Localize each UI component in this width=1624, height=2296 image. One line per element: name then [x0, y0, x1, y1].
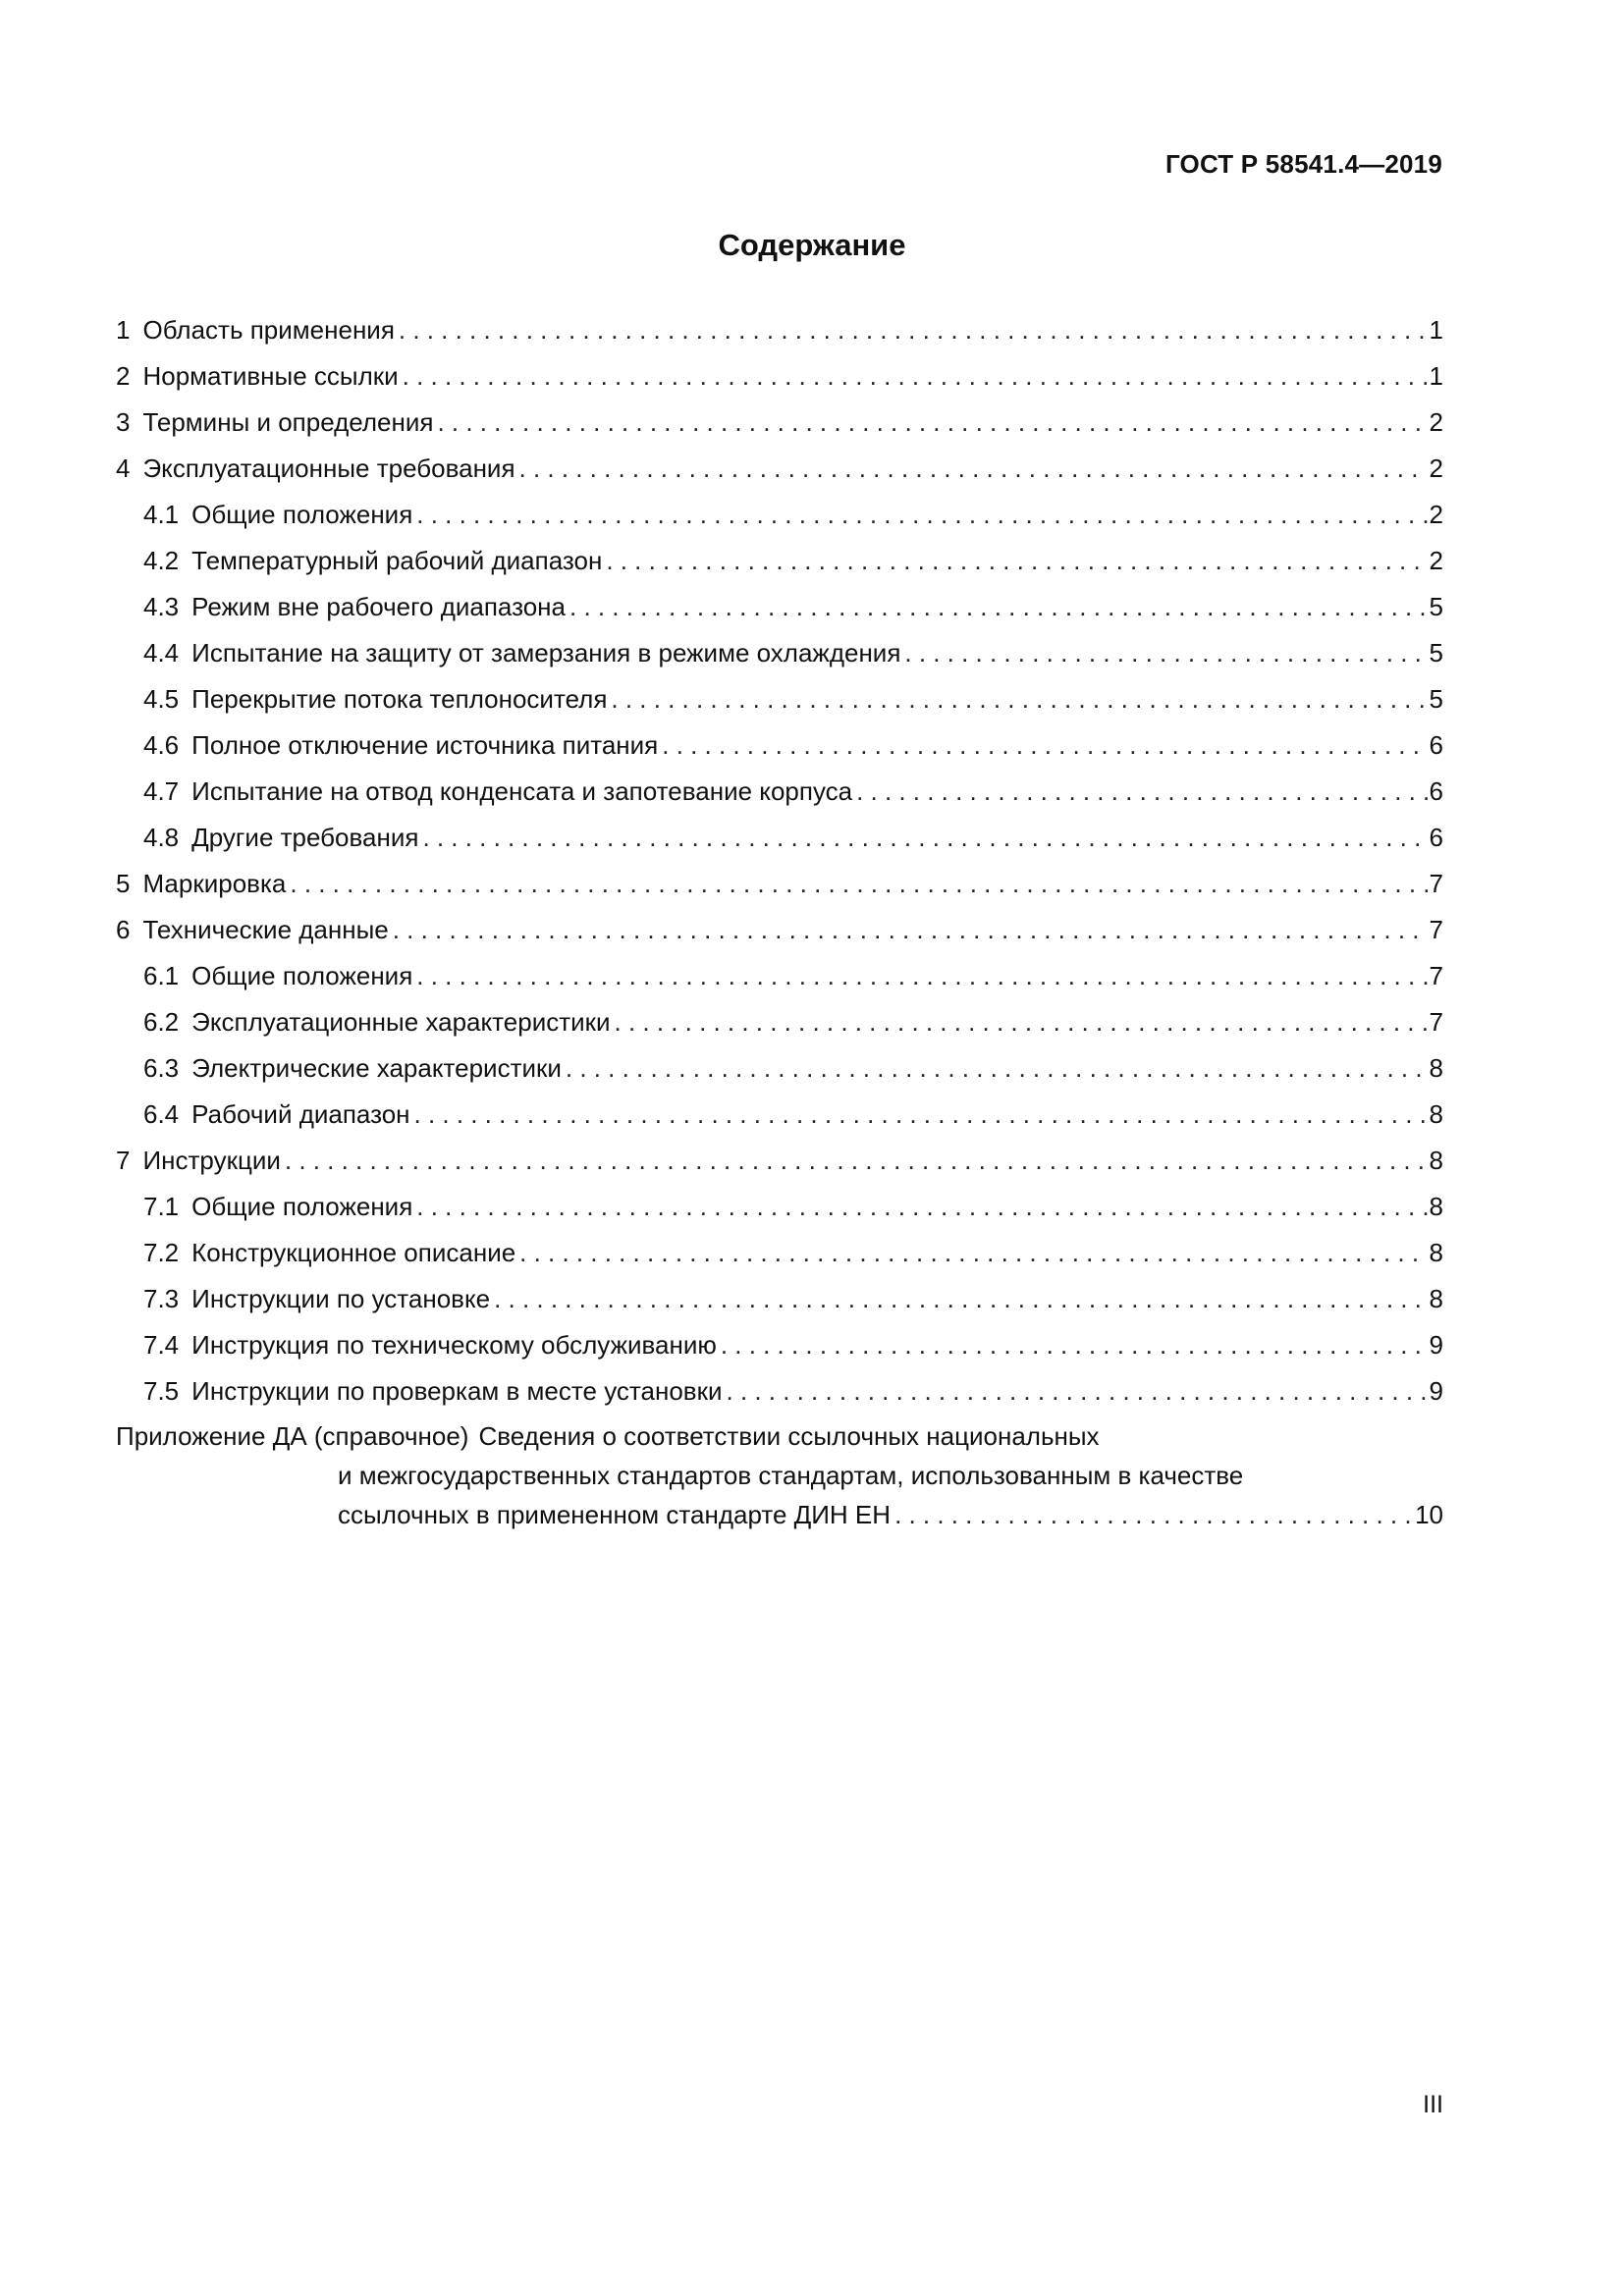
- dot-leader: [393, 907, 1428, 953]
- toc-item-7-2[interactable]: [116, 1230, 1443, 1276]
- toc-number: 5: [116, 869, 131, 898]
- toc-item-4-5[interactable]: [116, 676, 1443, 722]
- toc-number: 3: [116, 407, 131, 437]
- toc-item-4-8[interactable]: [116, 815, 1443, 861]
- toc-appendix[interactable]: [116, 1416, 1443, 1534]
- dot-leader: [569, 584, 1428, 630]
- toc-page: 9: [1429, 1376, 1443, 1406]
- toc-label: Общие положения: [191, 1192, 413, 1221]
- dot-leader: [904, 630, 1427, 676]
- toc-number: 4.1: [143, 500, 180, 529]
- dot-leader: [494, 1276, 1427, 1322]
- toc-item-1[interactable]: [116, 307, 1443, 353]
- toc-label: Температурный рабочий диапазон: [191, 546, 603, 575]
- appendix-title-line-1: Сведения о соответствии ссылочных национальных: [478, 1421, 1100, 1451]
- dot-leader: [519, 446, 1428, 492]
- toc-item-4-3[interactable]: [116, 584, 1443, 630]
- toc-number: 4.5: [143, 684, 180, 714]
- toc-page: 5: [1429, 638, 1443, 667]
- toc-number: 4.2: [143, 546, 180, 575]
- toc-page: 6: [1429, 823, 1443, 852]
- toc-number: 7.4: [143, 1330, 180, 1360]
- toc-page: 8: [1429, 1099, 1443, 1129]
- toc-item-4-4[interactable]: [116, 630, 1443, 676]
- appendix-title-line-3: ссылочных в примененном стандарте ДИН ЕН: [338, 1500, 892, 1529]
- dot-leader: [615, 999, 1428, 1045]
- toc-number: 7.1: [143, 1192, 180, 1221]
- toc-page: 8: [1429, 1192, 1443, 1221]
- toc-label: Режим вне рабочего диапазона: [191, 592, 567, 621]
- toc-number: 4.4: [143, 638, 180, 667]
- toc-page: 2: [1429, 454, 1443, 483]
- dot-leader: [414, 1092, 1428, 1138]
- dot-leader: [422, 815, 1427, 861]
- toc-item-4[interactable]: [116, 446, 1443, 492]
- toc-page: 1: [1429, 361, 1443, 391]
- toc-page: 7: [1429, 869, 1443, 898]
- toc-item-7-3[interactable]: [116, 1276, 1443, 1322]
- toc-number: 6: [116, 915, 131, 944]
- toc-label: Общие положения: [191, 500, 413, 529]
- page-number: III: [1423, 2091, 1443, 2118]
- dot-leader: [519, 1230, 1427, 1276]
- toc-item-6-4[interactable]: [116, 1092, 1443, 1138]
- appendix-last-line: [116, 1495, 1443, 1534]
- toc-page: 8: [1429, 1146, 1443, 1175]
- document-code: ГОСТ Р 58541.4—2019: [1164, 149, 1442, 179]
- dot-leader: [285, 1138, 1428, 1184]
- toc-item-3[interactable]: [116, 400, 1443, 446]
- toc-item-6[interactable]: [116, 907, 1443, 953]
- toc-number: 4.8: [143, 823, 180, 852]
- toc-item-4-6[interactable]: [116, 722, 1443, 769]
- toc-item-4-2[interactable]: [116, 538, 1443, 584]
- toc-item-5[interactable]: [116, 861, 1443, 907]
- toc-page: 8: [1429, 1238, 1443, 1267]
- dot-leader: [894, 1495, 1413, 1534]
- toc-item-6-2[interactable]: [116, 999, 1443, 1045]
- dot-leader: [403, 353, 1428, 400]
- page-title: Содержание: [718, 228, 906, 262]
- toc-label: Инструкции по проверкам в месте установки: [191, 1376, 723, 1406]
- toc-number: 6.2: [143, 1007, 180, 1037]
- toc-label: Общие положения: [191, 961, 413, 990]
- toc-label: Эксплуатационные требования: [142, 454, 515, 483]
- toc-page: 5: [1429, 592, 1443, 621]
- toc-number: 6.4: [143, 1099, 180, 1129]
- dot-leader: [727, 1368, 1428, 1415]
- toc-page: 7: [1429, 915, 1443, 944]
- toc-item-2[interactable]: [116, 353, 1443, 400]
- toc-page: 6: [1429, 730, 1443, 760]
- toc-label: Инструкции: [142, 1146, 281, 1175]
- toc-page: 5: [1429, 684, 1443, 714]
- appendix-title-line-2: и межгосударственных стандартов стандартам, использованным в качестве: [338, 1461, 1244, 1490]
- dot-leader: [416, 1184, 1427, 1230]
- toc-page: 10: [1415, 1500, 1443, 1529]
- toc-number: 1: [116, 315, 131, 345]
- table-of-contents: [116, 307, 1443, 1415]
- toc-number: 7.3: [143, 1284, 180, 1313]
- toc-number: 4: [116, 454, 131, 483]
- toc-number: 7.2: [143, 1238, 180, 1267]
- toc-label: Электрические характеристики: [191, 1053, 562, 1083]
- toc-label: Полное отключение источника питания: [191, 730, 659, 760]
- toc-number: 6.1: [143, 961, 180, 990]
- toc-page: 1: [1429, 315, 1443, 345]
- toc-label: Технические данные: [142, 915, 389, 944]
- toc-page: 2: [1429, 546, 1443, 575]
- dot-leader: [611, 676, 1427, 722]
- toc-item-6-1[interactable]: [116, 953, 1443, 999]
- dot-leader: [290, 861, 1427, 907]
- dot-leader: [566, 1045, 1428, 1092]
- appendix-first-line: [116, 1416, 1443, 1456]
- toc-label: Область применения: [142, 315, 395, 345]
- toc-item-4-1[interactable]: [116, 492, 1443, 538]
- toc-label: Эксплуатационные характеристики: [191, 1007, 611, 1037]
- toc-label: Инструкция по техническому обслуживанию: [191, 1330, 717, 1360]
- toc-label: Термины и определения: [142, 407, 434, 437]
- dot-leader: [662, 722, 1427, 769]
- toc-label: Перекрытие потока теплоносителя: [191, 684, 608, 714]
- appendix-label: Приложение ДА (справочное): [116, 1421, 469, 1451]
- toc-page: 6: [1429, 776, 1443, 806]
- dot-leader: [416, 492, 1427, 538]
- toc-item-7-5[interactable]: [116, 1368, 1443, 1415]
- dot-leader: [856, 769, 1427, 815]
- dot-leader: [606, 538, 1427, 584]
- dot-leader: [721, 1322, 1428, 1368]
- toc-page: 8: [1429, 1284, 1443, 1313]
- toc-number: 7.5: [143, 1376, 180, 1406]
- toc-page: 8: [1429, 1053, 1443, 1083]
- toc-label: Нормативные ссылки: [142, 361, 399, 391]
- dot-leader: [416, 953, 1427, 999]
- toc-label: Испытание на защиту от замерзания в режиме охлаждения: [191, 638, 901, 667]
- toc-number: 2: [116, 361, 131, 391]
- toc-label: Другие требования: [191, 823, 419, 852]
- toc-item-6-3[interactable]: [116, 1045, 1443, 1092]
- toc-label: Маркировка: [142, 869, 287, 898]
- toc-page: 2: [1429, 407, 1443, 437]
- toc-page: 9: [1429, 1330, 1443, 1360]
- toc-label: Рабочий диапазон: [191, 1099, 410, 1129]
- toc-label: Конструкционное описание: [191, 1238, 516, 1267]
- toc-item-7[interactable]: [116, 1138, 1443, 1184]
- toc-label: Испытание на отвод конденсата и запотевание корпуса: [191, 776, 853, 806]
- dot-leader: [437, 400, 1427, 446]
- toc-page: 7: [1429, 961, 1443, 990]
- toc-page: 7: [1429, 1007, 1443, 1037]
- toc-item-7-1[interactable]: [116, 1184, 1443, 1230]
- toc-number: 7: [116, 1146, 131, 1175]
- toc-number: 4.6: [143, 730, 180, 760]
- dot-leader: [399, 307, 1428, 353]
- toc-number: 4.7: [143, 776, 180, 806]
- toc-item-4-7[interactable]: [116, 769, 1443, 815]
- toc-label: Инструкции по установке: [191, 1284, 491, 1313]
- toc-item-7-4[interactable]: [116, 1322, 1443, 1368]
- toc-page: 2: [1429, 500, 1443, 529]
- toc-number: 4.3: [143, 592, 180, 621]
- toc-number: 6.3: [143, 1053, 180, 1083]
